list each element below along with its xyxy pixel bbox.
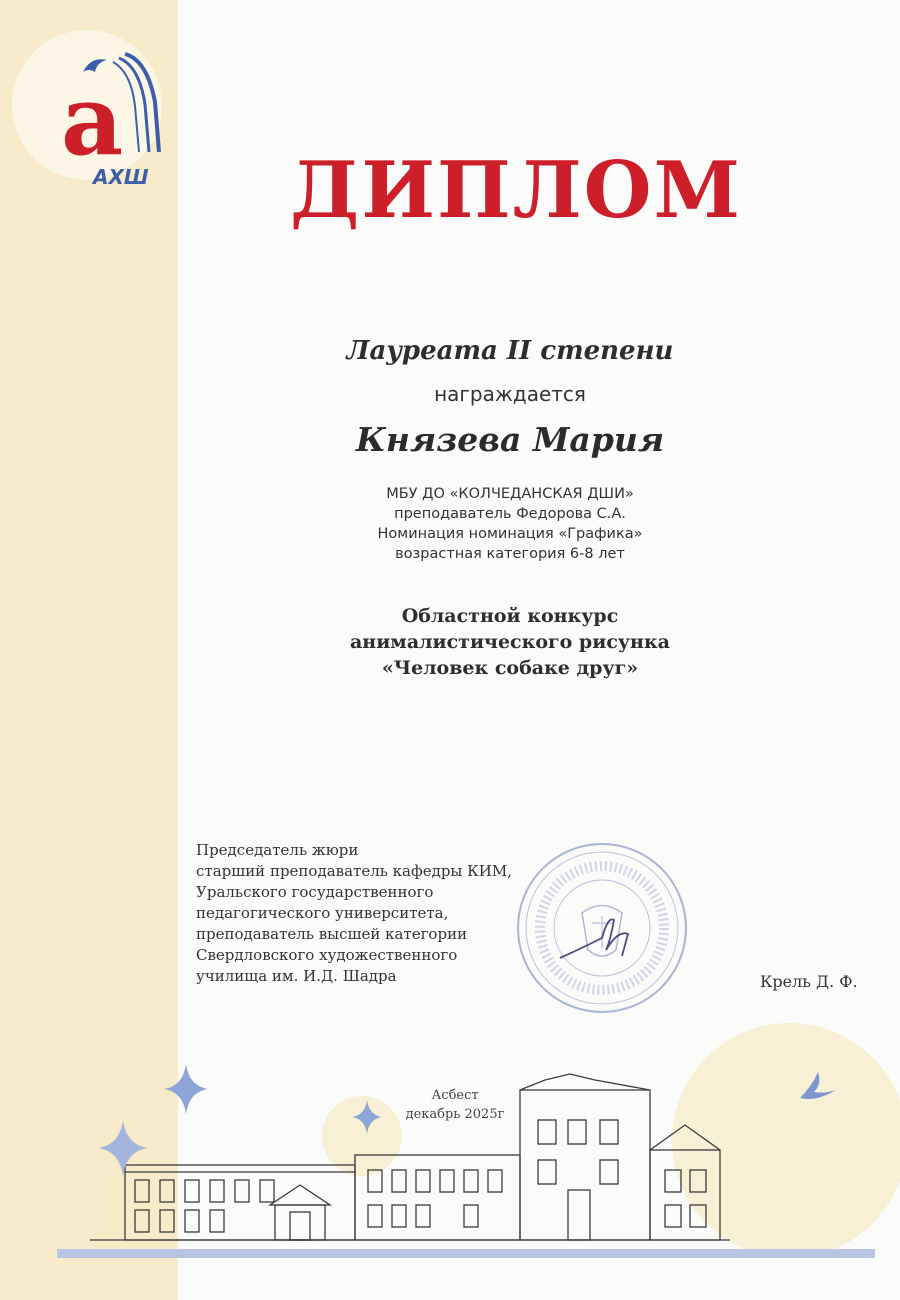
award-degree: Лауреата II степени bbox=[346, 336, 674, 366]
jury-line: училища им. И.Д. Шадра bbox=[196, 967, 397, 985]
recipient-info bbox=[290, 484, 730, 564]
jury-line: Уральского государственного bbox=[196, 883, 434, 901]
contest-name bbox=[290, 603, 730, 681]
official-stamp-icon bbox=[512, 838, 692, 1018]
contest-line: Областной конкурс bbox=[401, 605, 619, 627]
info-line: МБУ ДО «КОЛЧЕДАНСКАЯ ДШИ» bbox=[386, 486, 634, 502]
date: декабрь 2025г bbox=[405, 1107, 505, 1122]
info-line: преподаватель Федорова С.А. bbox=[394, 506, 626, 522]
sparkle-icon bbox=[352, 1100, 382, 1134]
jury-line: педагогического университета, bbox=[196, 904, 449, 922]
recipient-name: Князева Мария bbox=[355, 420, 665, 459]
jury-line: старший преподаватель кафедры КИМ, bbox=[196, 862, 512, 880]
jury-line: Председатель жюри bbox=[196, 841, 359, 859]
place: Асбест bbox=[431, 1088, 479, 1103]
jury-line: Свердловского художественного bbox=[196, 946, 458, 964]
sparkle-icon bbox=[164, 1064, 208, 1114]
logo-text: АХШ bbox=[93, 165, 149, 189]
bird-icon bbox=[796, 1068, 846, 1108]
signer-name: Крель Д. Ф. bbox=[760, 972, 858, 991]
bottom-accent-line bbox=[57, 1249, 875, 1258]
jury-chairman-block bbox=[196, 840, 526, 987]
contest-line: анималистического рисунка bbox=[350, 631, 670, 653]
awarded-label: награждается bbox=[434, 382, 586, 406]
info-line: возрастная категория 6-8 лет bbox=[395, 546, 625, 562]
document-title: ДИПЛОМ bbox=[290, 145, 742, 236]
place-and-date bbox=[385, 1086, 525, 1124]
school-logo-icon bbox=[55, 42, 170, 192]
info-line: Номинация номинация «Графика» bbox=[377, 526, 643, 542]
jury-line: преподаватель высшей категории bbox=[196, 925, 468, 943]
logo-monogram: а bbox=[61, 64, 124, 177]
contest-line: «Человек собаке друг» bbox=[381, 657, 639, 679]
sparkle-icon bbox=[98, 1120, 148, 1176]
